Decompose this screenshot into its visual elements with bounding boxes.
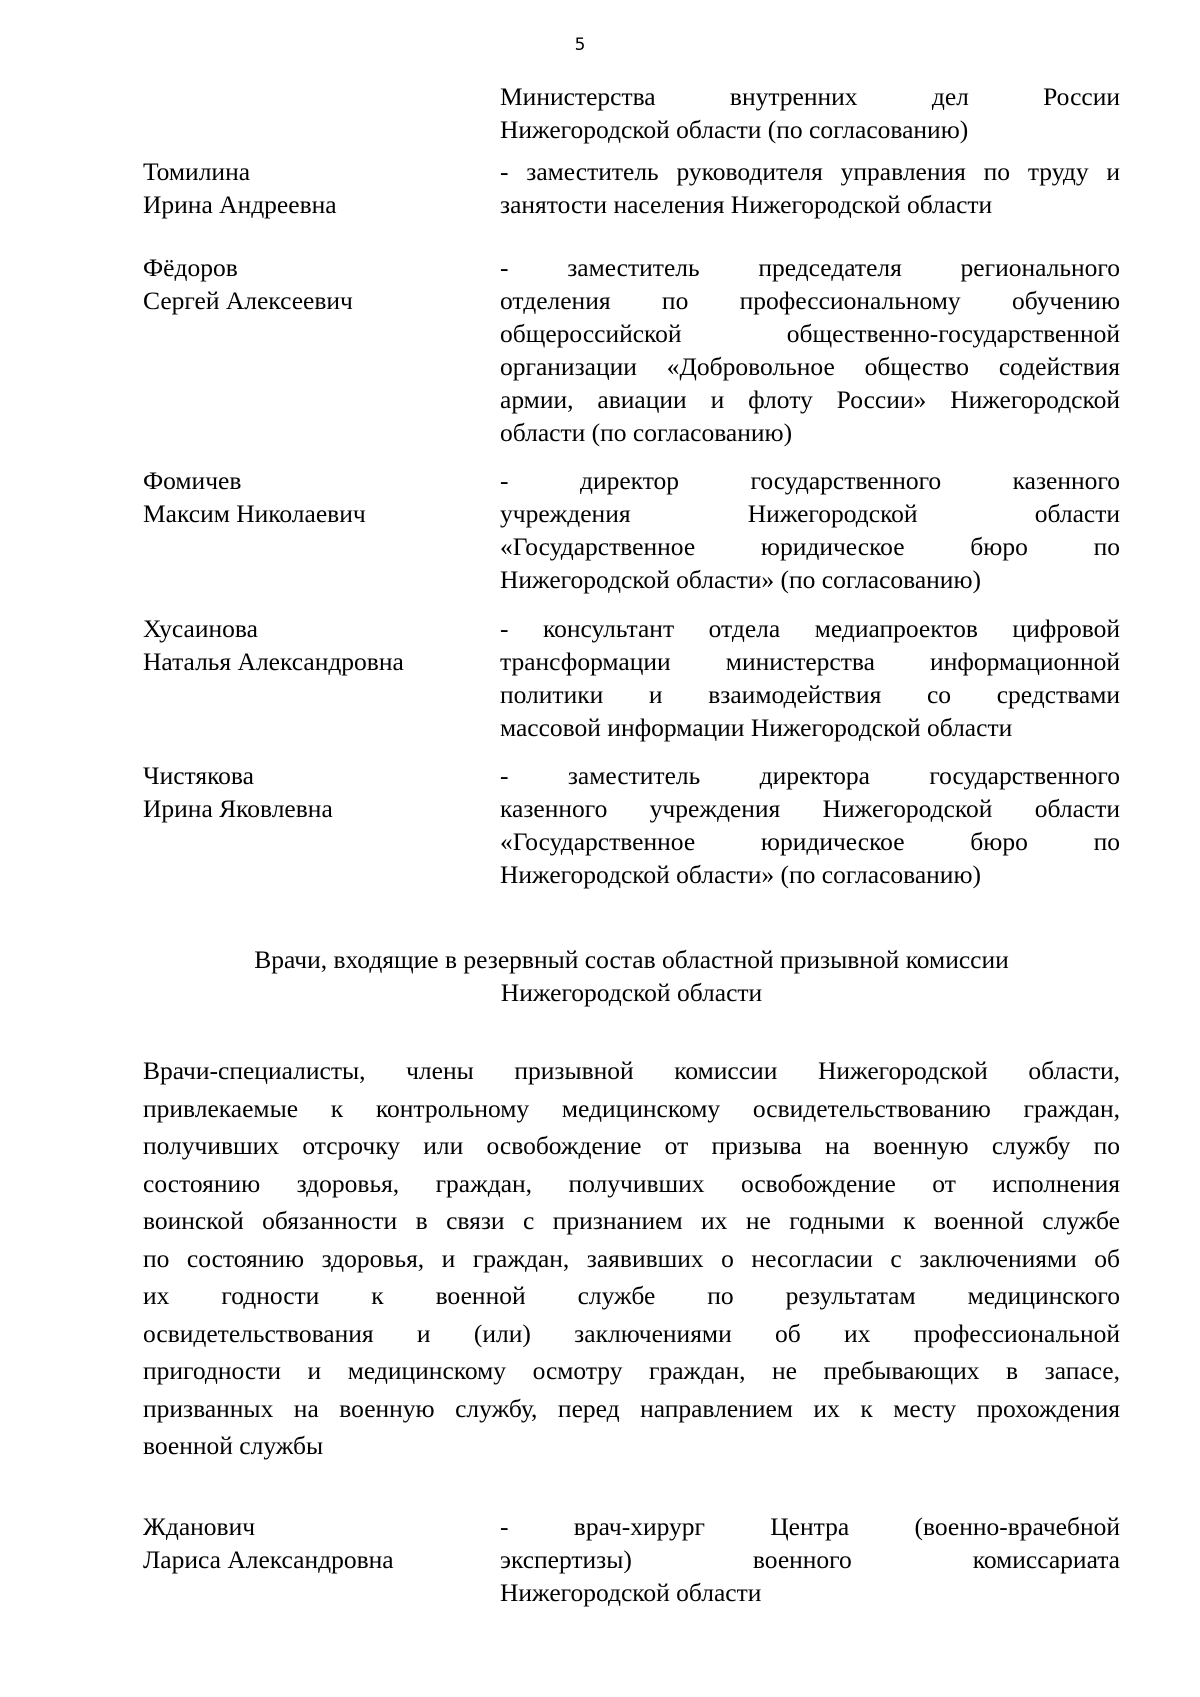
paragraph-line: воинской обязанности в связи с признанием их не годными к военной службе <box>143 1206 1120 1235</box>
description-line: общероссийской общественно-государственной <box>500 319 1120 348</box>
member-name <box>143 251 483 317</box>
description-line: трансформации министерства информационной <box>500 647 1120 676</box>
paragraph-line: Врачи-специалисты, члены призывной комиссии Нижегородской области, <box>143 1056 1120 1085</box>
member-surname: Фёдоров <box>143 253 238 282</box>
member-given-names: Ирина Яковлевна <box>143 794 333 823</box>
member-surname: Фомичев <box>143 466 242 495</box>
member-given-names: Ирина Андреевна <box>143 190 337 219</box>
description-line: Нижегородской области» (по согласованию) <box>500 860 981 889</box>
section-paragraph <box>143 1052 1120 1465</box>
description-line: политики и взаимодействия со средствами <box>500 680 1120 709</box>
section-heading-line: Нижегородской области <box>500 978 763 1007</box>
description-line: - консультант отдела медиапроектов цифровой <box>500 614 1120 643</box>
paragraph-line: военной службы <box>143 1431 324 1460</box>
paragraph-line: пригодности и медицинскому осмотру граждан, не пребывающих в запасе, <box>143 1356 1120 1385</box>
member-given-names: Сергей Алексеевич <box>143 286 353 315</box>
paragraph-line: состоянию здоровья, граждан, получивших освобождение от исполнения <box>143 1168 1120 1198</box>
paragraph-line: по состоянию здоровья, и граждан, заявивших о несогласии с заключениями об <box>143 1243 1120 1273</box>
member-description <box>500 759 1120 891</box>
doctor-surname: Жданович <box>143 1512 256 1541</box>
member-description <box>500 155 1120 221</box>
doctor-given-names: Лариса Александровна <box>143 1545 394 1574</box>
description-line: казенного учреждения Нижегородской области <box>500 794 1120 823</box>
member-description <box>500 464 1120 596</box>
description-line: Нижегородской области (по согласованию) <box>500 115 969 144</box>
doctor-name <box>143 1510 483 1576</box>
description-line: Нижегородской области» (по согласованию) <box>500 565 981 594</box>
description-line: - заместитель директора государственного <box>500 761 1120 790</box>
description-line: организации «Добровольное общество содействия <box>500 352 1120 381</box>
description-line: армии, авиации и флоту России» Нижегородской <box>500 385 1120 414</box>
description-line: занятости населения Нижегородской области <box>500 190 993 219</box>
doctor-description <box>500 1510 1120 1609</box>
member-description <box>500 80 1120 146</box>
member-name <box>143 464 483 530</box>
member-surname: Хусаинова <box>143 614 258 643</box>
member-surname: Чистякова <box>143 761 254 790</box>
member-surname: Томилина <box>143 157 251 186</box>
page-number: 5 <box>574 35 586 55</box>
paragraph-line: освидетельствования и (или) заключениями об их профессиональной <box>143 1318 1120 1348</box>
description-line: - врач-хирург Центра (военно-врачебной <box>500 1512 1120 1541</box>
description-line: отделения по профессиональному обучению <box>500 286 1120 315</box>
member-given-names: Наталья Александровна <box>143 647 404 676</box>
member-given-names: Максим Николаевич <box>143 499 366 528</box>
description-line: Нижегородской области <box>500 1578 762 1607</box>
paragraph-line: привлекаемые к контрольному медицинскому освидетельствованию граждан, <box>143 1093 1120 1123</box>
description-line: - заместитель руководителя управления по труду и <box>500 157 1120 186</box>
description-line: «Государственное юридическое бюро по <box>500 532 1120 561</box>
member-description <box>500 612 1120 744</box>
description-line: Министерства внутренних дел России <box>500 82 1120 111</box>
description-line: учреждения Нижегородской области <box>500 499 1120 528</box>
member-name <box>143 155 483 221</box>
description-line: области (по согласованию) <box>500 418 793 447</box>
member-name <box>143 612 483 678</box>
description-line: «Государственное юридическое бюро по <box>500 827 1120 856</box>
description-line: - директор государственного казенного <box>500 466 1120 495</box>
section-heading <box>143 943 1120 1009</box>
paragraph-line: получивших отсрочку или освобождение от призыва на военную службу по <box>143 1131 1120 1160</box>
paragraph-line: призванных на военную службу, перед направлением их к месту прохождения <box>143 1393 1120 1423</box>
description-line: экспертизы) военного комиссариата <box>500 1545 1120 1574</box>
description-line: - заместитель председателя регионального <box>500 253 1120 282</box>
member-name <box>143 759 483 825</box>
member-description <box>500 251 1120 449</box>
section-heading-line: Врачи, входящие в резервный состав областной призывной комиссии <box>254 945 1009 974</box>
paragraph-line: их годности к военной службе по результатам медицинского <box>143 1281 1120 1310</box>
description-line: массовой информации Нижегородской области <box>500 713 1013 742</box>
